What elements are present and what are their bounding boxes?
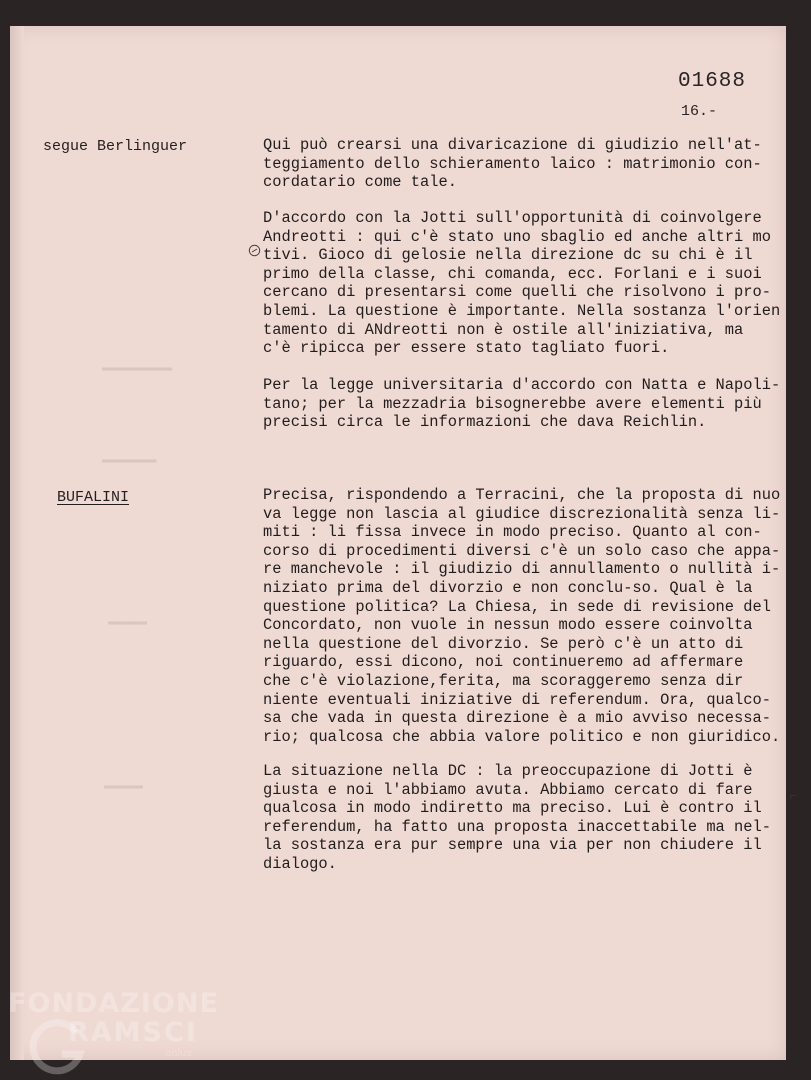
speaker-label-segue-berlinguer: segue Berlinguer — [43, 138, 188, 155]
bufalini-paragraph-1: Precisa, rispondendo a Terracini, che la proposta di nuo va legge non lascia al giudice discrezionalità senza li- miti : li fissa invece in modo preciso. Quanto al con- corso di procedimenti diversi c'è un solo caso che appa- re manchevole : il giudizio di annullamento o nullità i- niziato prima del divorzio e non conclu-so. Qual è la questione politica? La Chiesa, in sede di revisione del Concordato, non vuole in nessun modo essere coinvolta nella questione del divorzio. Se però c'è un atto di riguardo, essi dicono, noi continueremo ad affermare che c'è violazione,ferita, ma scoraggeremo senza dir niente eventuali iniziative di referendum. Ora, qualco- sa che vada in questa direzione è a mio avviso necessa- rio; qualcosa che abbia valore politico e non giuridico. — [263, 486, 781, 746]
bleed-through-mark: ▬▬▬▬▬ — [104, 778, 144, 793]
speaker-label-bufalini: BUFALINI — [57, 489, 130, 506]
berlinguer-paragraph-2: D'accordo con la Jotti sull'opportunità di coinvolgere Andreotti : qui c'è stato uno sbaglio ed anche altri mo tivi. Gioco di gelosie nella direzione dc su chi è il primo della classe, chi comanda, ecc. Forlani e i suoi cercano di presentarsi come quelli che risolvono i pro- blemi. La questione è importante. Nella sostanza l'orien tamento di ANdreotti non è ostile all'iniziativa, ma c'è ripicca per essere stato tagliato fuori. — [263, 209, 781, 358]
berlinguer-paragraph-3: Per la legge universitaria d'accordo con Natta e Napoli- tano; per la mezzadria bisognerebbe avere elementi più precisi circa le informazioni che dava Reichlin. — [263, 376, 781, 432]
berlinguer-paragraph-1: Qui può crearsi una divaricazione di giudizio nell'at- teggiamento dello schieramento laico : matrimonio con- cordatario come tale. — [263, 136, 762, 192]
watermark-logo — [8, 990, 219, 1046]
bleed-through-mark: ▬▬▬▬▬ — [108, 614, 148, 629]
margin-circle-icon — [248, 244, 261, 257]
edge-bracket-mark: ⌐ — [789, 789, 798, 805]
document-page — [10, 26, 798, 1060]
watermark-line-2: RAMSCI — [68, 1017, 198, 1048]
bleed-through-mark: ▬▬▬▬▬▬▬ — [102, 452, 157, 467]
watermark-onlus: onlus — [165, 1048, 192, 1059]
bleed-through-mark: ▬▬▬▬▬▬▬▬▬ — [102, 360, 173, 375]
page-number: 16.- — [681, 103, 718, 120]
bufalini-paragraph-2: La situazione nella DC : la preoccupazione di Jotti è giusta e noi l'abbiamo avuta. Abbiamo cercato di fare qualcosa in modo indiretto ma preciso. Lui è contro il referendum, ha fatto una proposta inaccettabile ma nel- la sostanza era pur sempre una via per non chiudere il dialogo. — [263, 762, 771, 873]
watermark-line-1: FONDAZIONE — [8, 988, 219, 1019]
page-binding-edge — [10, 26, 24, 1060]
document-number: 01688 — [678, 70, 747, 93]
